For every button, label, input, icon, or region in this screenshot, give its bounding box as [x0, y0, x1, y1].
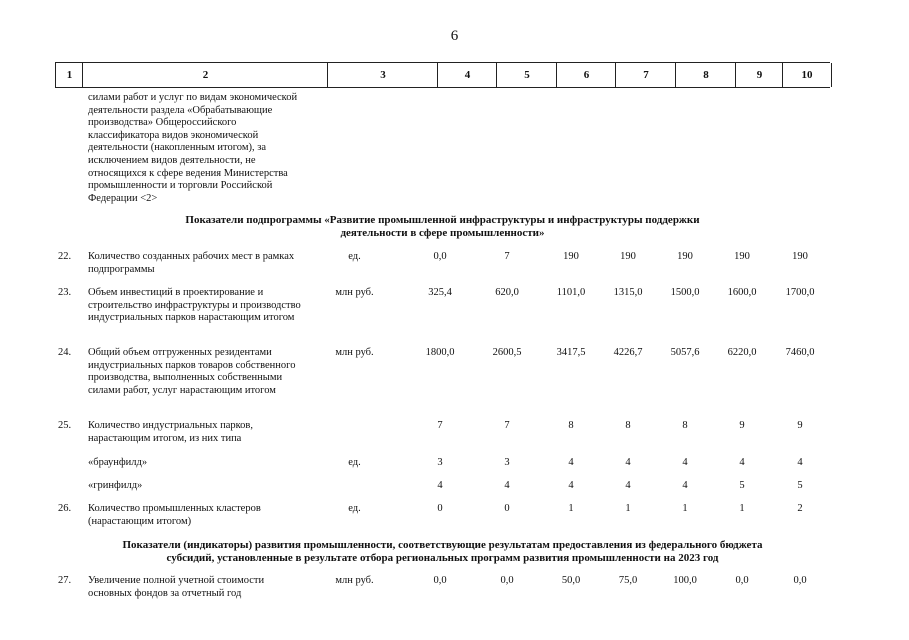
row-value: 7	[504, 420, 510, 431]
row-name: Количество промышленных кластеров (нарастающим итогом)	[88, 503, 261, 527]
row-number: 26.	[58, 503, 72, 514]
row-value: 50,0	[561, 575, 581, 586]
row-value: 3	[504, 457, 510, 468]
row-value: 0	[437, 503, 443, 514]
row-value: 1315,0	[613, 287, 643, 298]
row-value: 620,0	[495, 287, 519, 298]
row-value: 100,0	[673, 575, 697, 586]
header-col-6: 6	[556, 63, 616, 87]
row-value: 8	[625, 420, 631, 431]
row-value: 325,4	[428, 287, 452, 298]
header-col-2: 2	[82, 63, 328, 87]
row-value: 4	[437, 480, 443, 491]
row-unit: млн руб.	[335, 347, 374, 358]
row-value: 0,0	[433, 575, 447, 586]
header-col-8: 8	[675, 63, 736, 87]
row-value: 1600,0	[727, 287, 757, 298]
row-name: Объем инвестиций в проектирование и строительство инфраструктуры и производство индустриальных парков нарастающим итогом	[88, 287, 301, 324]
row-value: 75,0	[618, 575, 638, 586]
row-value: 3	[437, 457, 443, 468]
row-value: 4	[568, 457, 574, 468]
section-title-indicators: Показатели (индикаторы) развития промышленности, соответствующие результатам предоставления из федерального бюджета субсидий, установленные в результате отбора региональных программ развития промышленности на 2023 год	[122, 539, 763, 564]
row-name: Общий объем отгруженных резидентами индустриальных парков товаров собственного производства, выполненных собственными силами работ, услуг нарастающим итогом	[88, 347, 296, 396]
row-value: 2	[797, 503, 803, 514]
row-value: 190	[563, 251, 579, 262]
header-col-7: 7	[615, 63, 676, 87]
row-value: 9	[797, 420, 803, 431]
row-name: «браунфилд»	[88, 457, 148, 468]
row-value: 1	[739, 503, 745, 514]
row-value: 4	[682, 457, 688, 468]
header-col-10: 10	[782, 63, 832, 87]
row-unit: ед.	[348, 457, 361, 468]
row-number: 27.	[58, 575, 72, 586]
row-value: 4	[504, 480, 510, 491]
row-value: 1101,0	[556, 287, 586, 298]
row-value: 1700,0	[785, 287, 815, 298]
row-value: 5	[739, 480, 745, 491]
header-col-3: 3	[327, 63, 438, 87]
row-value: 4	[625, 480, 631, 491]
row-number: 22.	[58, 251, 72, 262]
row-value: 1800,0	[425, 347, 455, 358]
header-col-5: 5	[496, 63, 557, 87]
row-value: 0,0	[793, 575, 807, 586]
row-unit: ед.	[348, 251, 361, 262]
row-unit: млн руб.	[335, 575, 374, 586]
row-name: «гринфилд»	[88, 480, 143, 491]
table-header	[55, 62, 830, 88]
row-value: 4	[568, 480, 574, 491]
row-value: 1500,0	[670, 287, 700, 298]
row-value: 7	[437, 420, 443, 431]
row-unit: млн руб.	[335, 287, 374, 298]
row-value: 0,0	[735, 575, 749, 586]
header-col-9: 9	[735, 63, 783, 87]
row-value: 190	[734, 251, 750, 262]
row-number: 25.	[58, 420, 72, 431]
row-name: Количество индустриальных парков, нарастающим итогом, из них типа	[88, 420, 254, 444]
row-value: 7460,0	[785, 347, 815, 358]
row-value: 2600,5	[492, 347, 522, 358]
row-value: 5	[797, 480, 803, 491]
section-title-subprogram: Показатели подпрограммы «Развитие промышленной инфраструктуры и инфраструктуры поддержки деятельности в сфере промышленности»	[185, 214, 700, 239]
row-value: 190	[792, 251, 808, 262]
header-col-1: 1	[55, 63, 83, 87]
row-value: 0,0	[500, 575, 514, 586]
row-value: 1	[682, 503, 688, 514]
row-value: 8	[682, 420, 688, 431]
row-value: 5057,6	[670, 347, 700, 358]
header-col-4: 4	[437, 63, 497, 87]
continuation-text: силами работ и услуг по видам экономической деятельности раздела «Обрабатывающие производства» Общероссийского классификатора видов экономической деятельности (накопленным итогом), за исключением видов деятельности, не относящихся к сфере ведения Министерства промышленности и торговли Российской Федерации <2>	[88, 92, 298, 204]
row-value: 190	[677, 251, 693, 262]
row-value: 4	[797, 457, 803, 468]
row-value: 4	[682, 480, 688, 491]
row-value: 1	[568, 503, 574, 514]
row-value: 6220,0	[727, 347, 757, 358]
row-value: 3417,5	[556, 347, 586, 358]
row-name: Количество созданных рабочих мест в рамках подпрограммы	[88, 251, 295, 275]
row-value: 4	[739, 457, 745, 468]
row-value: 1	[625, 503, 631, 514]
row-unit: ед.	[348, 503, 361, 514]
row-value: 0,0	[433, 251, 447, 262]
row-value: 4226,7	[613, 347, 643, 358]
row-value: 4	[625, 457, 631, 468]
row-value: 190	[620, 251, 636, 262]
row-value: 7	[504, 251, 510, 262]
row-number: 24.	[58, 347, 72, 358]
row-value: 0	[504, 503, 510, 514]
row-value: 8	[568, 420, 574, 431]
row-number: 23.	[58, 287, 72, 298]
row-value: 9	[739, 420, 745, 431]
page-number: 6	[450, 28, 459, 44]
row-name: Увеличение полной учетной стоимости основных фондов за отчетный год	[88, 575, 265, 599]
